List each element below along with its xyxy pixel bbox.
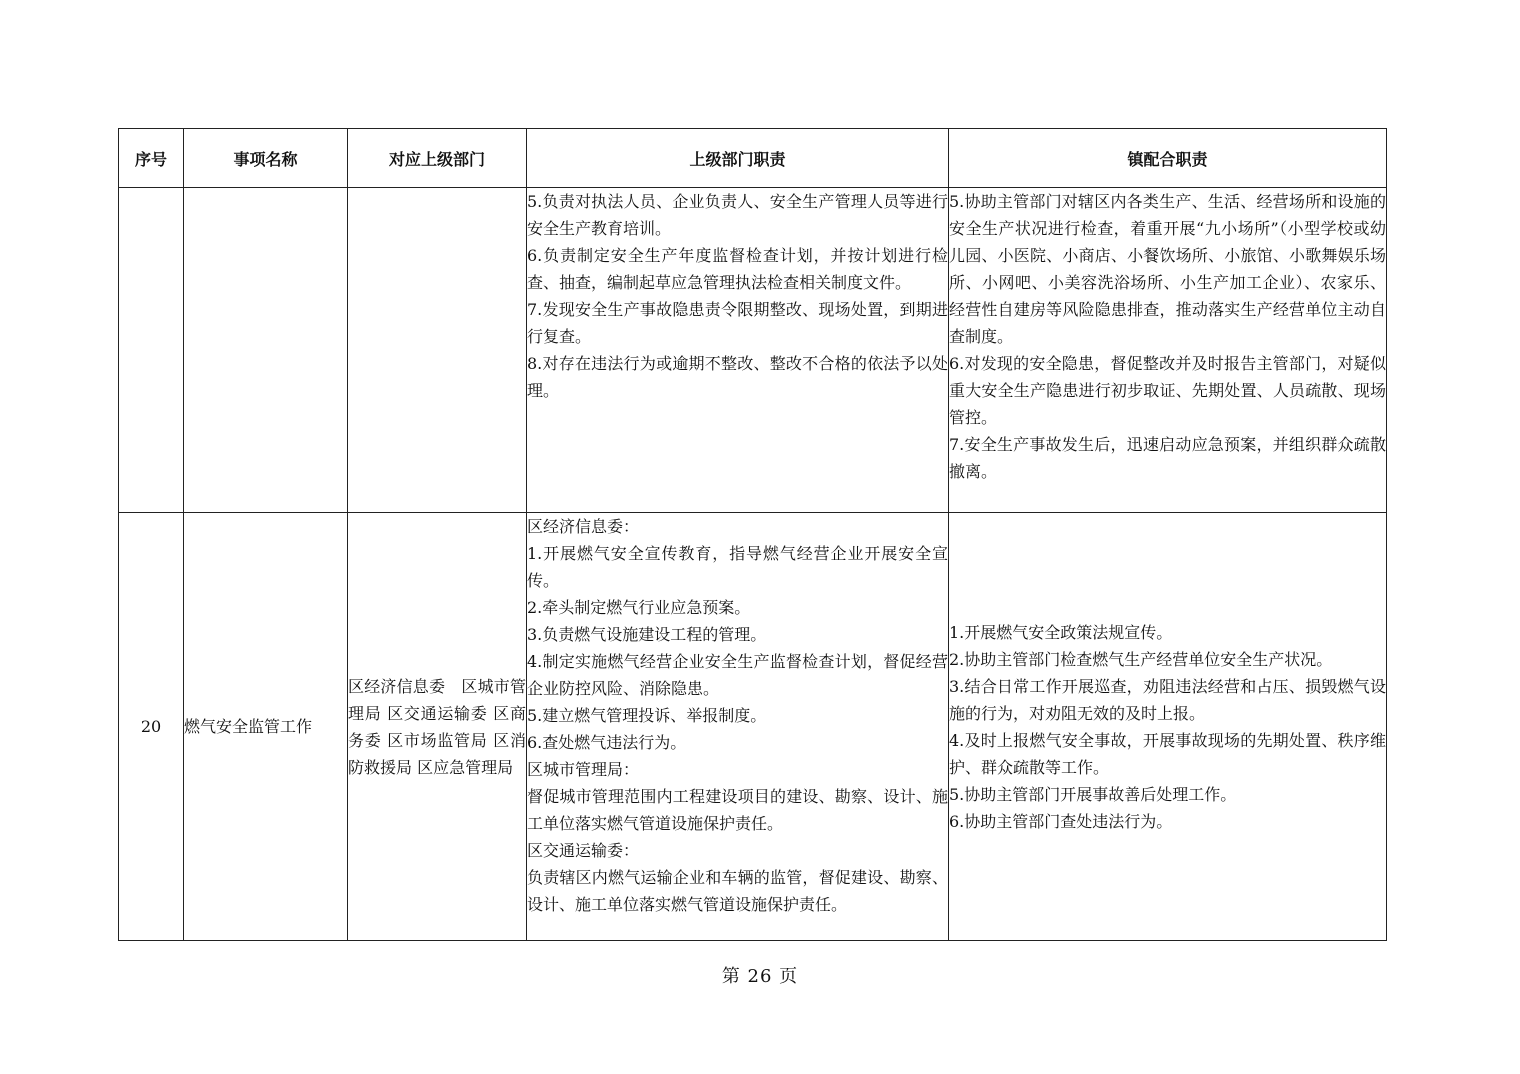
duty-line: 区交通运输委： [527, 841, 640, 860]
duty-line: 1.开展燃气安全宣传教育，指导燃气经营企业开展安全宣传。 [527, 544, 948, 590]
table-row [119, 513, 1387, 941]
duty-line: 5.建立燃气管理投诉、举报制度。 [527, 706, 767, 725]
duty-line: 负责辖区内燃气运输企业和车辆的监管，督促建设、勘察、设计、施工单位落实燃气管道设施保护责任。 [527, 868, 948, 914]
row-departments [348, 188, 527, 513]
row-town-duties [949, 188, 1387, 513]
duty-line: 7.发现安全生产事故隐患责令限期整改、现场处置，到期进行复查。 [527, 300, 948, 346]
duty-line: 8.对存在违法行为或逾期不整改、整改不合格的依法予以处理。 [527, 354, 948, 400]
header-town-duties: 镇配合职责 [949, 129, 1387, 188]
row-item-name: 燃气安全监管工作 [184, 513, 348, 941]
header-superior-duties: 上级部门职责 [527, 129, 949, 188]
table-header-row [119, 129, 1387, 188]
duty-line: 2.协助主管部门检查燃气生产经营单位安全生产状况。 [949, 649, 1333, 669]
duty-line: 3.结合日常工作开展巡查，劝阻违法经营和占压、损毁燃气设施的行为，对劝阻无效的及时上报。 [949, 676, 1386, 723]
header-number: 序号 [119, 129, 184, 188]
duty-line: 5.负责对执法人员、企业负责人、安全生产管理人员等进行安全生产教育培训。 [527, 192, 948, 238]
row-number: 20 [119, 513, 184, 941]
duty-table [118, 128, 1387, 941]
header-superior-department: 对应上级部门 [348, 129, 527, 188]
duty-line: 1.开展燃气安全政策法规宣传。 [949, 622, 1173, 642]
row-town-duties [949, 513, 1387, 941]
duty-line: 2.牵头制定燃气行业应急预案。 [527, 598, 751, 617]
table-row [119, 188, 1387, 513]
row-superior-duties [527, 188, 949, 513]
duty-line: 5.协助主管部门开展事故善后处理工作。 [949, 784, 1237, 804]
duty-line: 6.查处燃气违法行为。 [527, 733, 687, 752]
header-item-name: 事项名称 [184, 129, 348, 188]
duty-line: 3.负责燃气设施建设工程的管理。 [527, 625, 767, 644]
duty-line: 7.安全生产事故发生后，迅速启动应急预案，并组织群众疏散撤离。 [949, 435, 1386, 481]
duty-line: 6.协助主管部门查处违法行为。 [949, 811, 1173, 831]
row-superior-duties [527, 513, 949, 941]
row-number [119, 188, 184, 513]
row-departments: 区经济信息委 区城市管理局 区交通运输委 区商务委 区市场监管局 区消防救援局 区应急管理局 [348, 513, 527, 941]
duty-line: 6.对发现的安全隐患，督促整改并及时报告主管部门，对疑似重大安全生产隐患进行初步取证、先期处置、人员疏散、现场管控。 [949, 354, 1386, 427]
page-number: 第 26 页 [721, 966, 799, 987]
duty-line: 6.负责制定安全生产年度监督检查计划，并按计划进行检查、抽查，编制起草应急管理执法检查相关制度文件。 [527, 246, 948, 292]
duty-line: 区城市管理局： [527, 760, 640, 779]
duty-line: 5.协助主管部门对辖区内各类生产、生活、经营场所和设施的安全生产状况进行检查，着重开展“九小场所”（小型学校或幼儿园、小医院、小商店、小餐饮场所、小旅馆、小歌舞娱乐场所、小网吧、小美容洗浴场所、小生产加工企业）、农家乐、经营性自建房等风险隐患排查，推动落实生产经营单位主动自查制度。 [949, 192, 1386, 346]
duty-line: 4.及时上报燃气安全事故，开展事故现场的先期处置、秩序维护、群众疏散等工作。 [949, 730, 1386, 777]
duty-line: 4.制定实施燃气经营企业安全生产监督检查计划，督促经营企业防控风险、消除隐患。 [527, 652, 948, 698]
row-item-name [184, 188, 348, 513]
duty-line: 区经济信息委： [527, 517, 640, 536]
duty-line: 督促城市管理范围内工程建设项目的建设、勘察、设计、施工单位落实燃气管道设施保护责任。 [527, 787, 948, 833]
